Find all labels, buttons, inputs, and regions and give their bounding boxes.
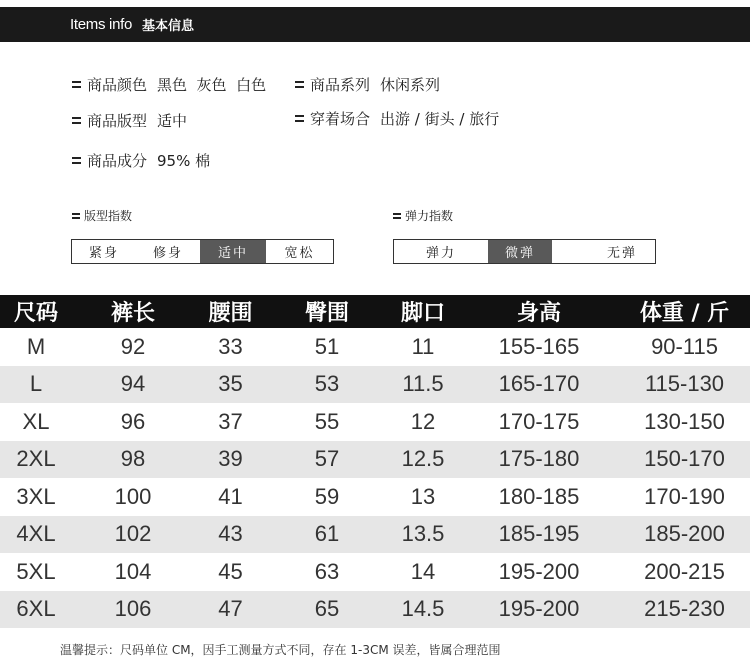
table-cell: 6XL [0,591,72,629]
table-cell: 195-200 [459,591,619,629]
table-cell: 106 [72,591,194,629]
info-occasion [295,108,499,129]
table-cell: 92 [120,333,146,359]
fit-scale [71,239,334,264]
size-table [0,295,750,628]
equals-icon [295,115,304,122]
info-occasion-value: 出游 / 街头 / 旅行 [380,110,500,128]
table-cell: 41 [218,483,243,509]
table-cell: 11.5 [387,366,459,404]
table-cell: 215-230 [619,591,750,629]
table-cell: 53 [267,366,387,404]
fit-option-tight: 紧身 [88,246,119,261]
table-cell: 51 [314,333,340,359]
table-cell: 150-170 [619,441,750,479]
table-row [0,366,750,404]
table-cell: 59 [314,483,340,509]
stretch-option-elastic: 弹力 [425,246,456,261]
header-length: 裤长 [72,295,194,328]
table-cell: 102 [72,516,194,554]
table-cell: 175-180 [459,441,619,479]
table-cell: 200-215 [644,558,725,584]
equals-icon [72,81,81,88]
info-series [295,74,440,95]
table-cell: 13 [410,483,436,509]
table-cell: 33 [218,333,243,359]
table-cell: 155-165 [498,333,580,359]
table-cell: 96 [120,408,146,434]
table-cell: 170-175 [498,408,580,434]
table-cell: 90-115 [651,333,718,359]
info-occasion-label: 穿着场合 [310,110,371,128]
fit-option-slim: 修身 [152,246,183,261]
equals-icon [72,157,81,164]
measurement-note: 温馨提示：尺码单位 CM，因手工测量方式不同，存在 1-3CM 误差，皆属合理范围 [60,643,501,657]
table-cell: 12.5 [387,441,459,479]
table-cell: 57 [267,441,387,479]
table-cell: 115-130 [619,366,750,404]
table-cell: 185-195 [459,516,619,554]
table-cell: 39 [194,441,267,479]
table-cell: M [26,333,46,359]
info-material-value: 95% 棉 [157,152,211,170]
info-fit-label: 商品版型 [87,112,148,130]
info-color-label: 商品颜色 [87,76,148,94]
table-cell: 45 [218,558,243,584]
table-cell: 3XL [16,483,56,509]
table-cell: 13.5 [387,516,459,554]
table-cell: 4XL [0,516,72,554]
info-material-label: 商品成分 [87,152,148,170]
equals-icon [295,81,304,88]
fit-scale-title [72,207,132,224]
header-bar [0,7,750,42]
table-cell: 165-170 [459,366,619,404]
info-color-value: 黑色 灰色 白色 [157,76,267,94]
table-cell: 185-200 [619,516,750,554]
size-table-header [0,295,750,328]
table-cell: 63 [314,558,340,584]
table-cell: 170-190 [644,483,725,509]
stretch-option-none: 无弹 [606,246,637,261]
table-cell: 98 [72,441,194,479]
header-hip: 臀围 [267,295,387,328]
info-series-label: 商品系列 [310,76,371,94]
table-row [0,478,750,516]
fit-scale-title-text: 版型指数 [84,209,133,223]
header-size: 尺码 [0,295,72,328]
table-cell: 195-200 [498,558,580,584]
table-cell: 11 [411,333,435,359]
header-title-en: Items info [70,16,133,33]
stretch-scale [393,239,656,264]
table-row [0,591,750,629]
table-cell: 180-185 [498,483,580,509]
stretch-scale-title [393,207,453,224]
table-cell: 55 [314,408,340,434]
info-series-value: 休闲系列 [380,76,441,94]
equals-icon [72,213,80,219]
info-fit [72,110,187,131]
table-cell: 104 [114,558,152,584]
info-color [72,74,266,95]
table-cell: 100 [114,483,152,509]
table-cell: 47 [194,591,267,629]
table-row [0,441,750,479]
info-material [72,150,210,171]
table-cell: 5XL [16,558,56,584]
header-height: 身高 [459,295,619,328]
header-waist: 腰围 [194,295,267,328]
table-cell: 43 [194,516,267,554]
fit-option-loose: 宽松 [284,246,315,261]
stretch-scale-title-text: 弹力指数 [405,209,454,223]
table-cell: 130-150 [644,408,725,434]
table-row [0,328,750,366]
header-hem: 脚口 [387,295,459,328]
table-cell: L [0,366,72,404]
table-row [0,516,750,554]
table-cell: 12 [410,408,436,434]
table-cell: 65 [267,591,387,629]
table-cell: XL [22,408,50,434]
fit-option-regular: 适中 [200,240,266,263]
info-fit-value: 适中 [157,112,188,130]
table-row [0,403,750,441]
equals-icon [393,213,401,219]
table-row [0,553,750,591]
equals-icon [72,117,81,124]
table-cell: 37 [218,408,243,434]
header-weight: 体重 / 斤 [619,295,750,328]
table-cell: 14 [410,558,436,584]
table-cell: 94 [72,366,194,404]
table-cell: 14.5 [387,591,459,629]
stretch-option-slight: 微弹 [488,240,552,263]
table-cell: 61 [267,516,387,554]
table-cell: 2XL [0,441,72,479]
header-title-cn: 基本信息 [142,19,195,34]
table-cell: 35 [194,366,267,404]
